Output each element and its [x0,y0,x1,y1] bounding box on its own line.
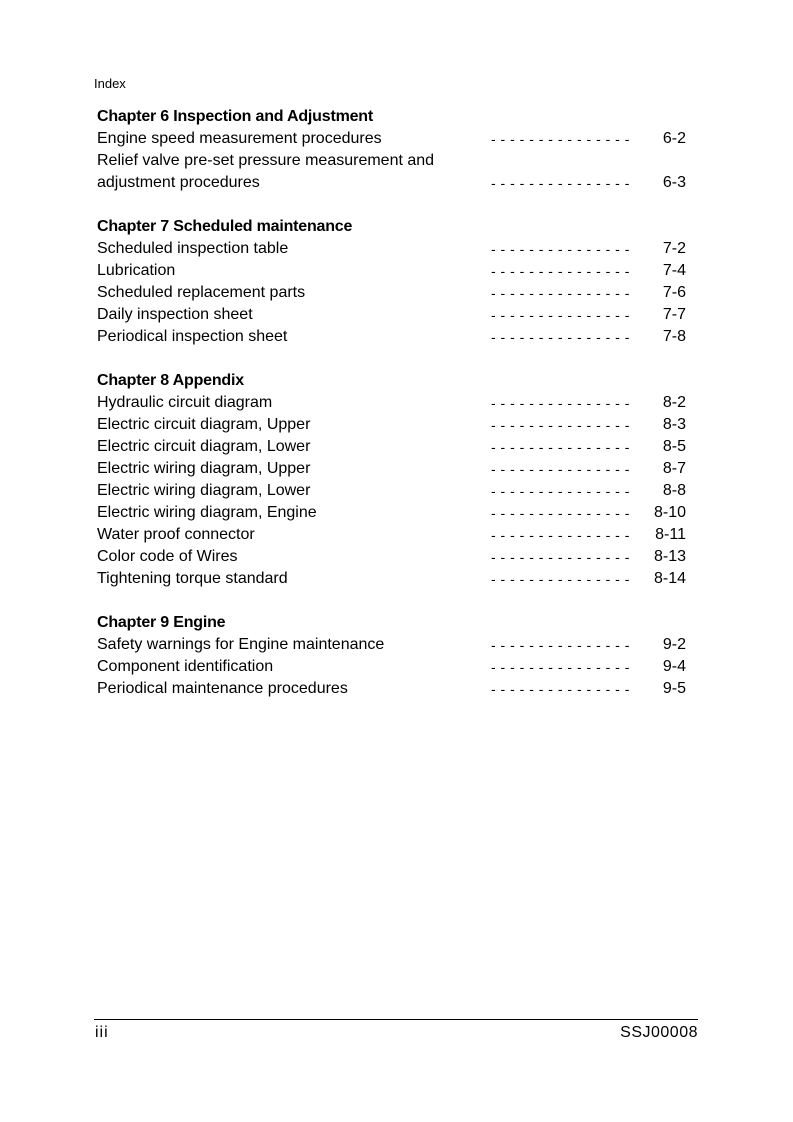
toc-entry[interactable] [97,656,697,678]
dot-leader: - - - - - - - - - - - - - - - [491,417,630,433]
toc-entry[interactable] [97,502,697,524]
toc-page-number: 8-2 [662,394,686,411]
toc-page-number: 8-5 [662,438,686,455]
toc-page-number: 8-10 [653,504,686,521]
toc-entry[interactable] [97,414,697,436]
toc-entry-title: Electric wiring diagram, Lower [97,482,311,499]
toc-entry[interactable] [97,436,697,458]
toc-page-number: 7-4 [662,262,686,279]
running-header: Index [94,76,126,91]
dot-leader: - - - - - - - - - - - - - - - [491,505,630,521]
chapter-title: Chapter 8 Appendix [97,372,244,389]
toc-entry-title: Hydraulic circuit diagram [97,394,273,411]
toc-entry-title: Periodical maintenance procedures [97,680,348,697]
toc-entry-title: Electric wiring diagram, Engine [97,504,317,521]
dot-leader: - - - - - - - - - - - - - - - [491,131,630,147]
dot-leader: - - - - - - - - - - - - - - - [491,175,630,191]
toc-entry[interactable] [97,546,697,568]
toc-entry[interactable] [97,392,697,414]
toc-entry[interactable] [97,480,697,502]
dot-leader: - - - - - - - - - - - - - - - [491,285,630,301]
toc-page-number: 6-2 [662,130,686,147]
toc-page-number: 9-2 [662,636,686,653]
dot-leader: - - - - - - - - - - - - - - - [491,461,630,477]
toc-entry[interactable] [97,678,697,700]
toc-entry-title: Water proof connector [97,526,255,543]
chapter-title: Chapter 9 Engine [97,614,226,631]
dot-leader: - - - - - - - - - - - - - - - [491,263,630,279]
toc-page-number: 8-3 [662,416,686,433]
dot-leader: - - - - - - - - - - - - - - - [491,329,630,345]
dot-leader: - - - - - - - - - - - - - - - [491,571,630,587]
toc-entry-title: Electric wiring diagram, Upper [97,460,311,477]
toc-chapter [97,612,697,700]
footer-page-number: iii [95,1024,109,1041]
toc-entry-title: Scheduled inspection table [97,240,289,257]
dot-leader: - - - - - - - - - - - - - - - [491,395,630,411]
dot-leader: - - - - - - - - - - - - - - - [491,307,630,323]
toc-entry-title: Electric circuit diagram, Lower [97,438,311,455]
toc-entry-title: Lubrication [97,262,176,279]
toc-page-number: 8-14 [653,570,686,587]
toc-entry-title: Daily inspection sheet [97,306,253,323]
toc-page-number: 9-4 [662,658,686,675]
chapter-title: Chapter 6 Inspection and Adjustment [97,108,373,125]
toc-page-number: 7-2 [662,240,686,257]
toc-entry-title: Relief valve pre-set pressure measurement and adjustment procedures [97,152,435,191]
toc-page-number: 9-5 [662,680,686,697]
dot-leader: - - - - - - - - - - - - - - - [491,483,630,499]
footer-doc-code: SSJ00008 [620,1024,698,1041]
toc-entry-title: Periodical inspection sheet [97,328,288,345]
toc-page-number: 7-7 [662,306,686,323]
toc-entry[interactable] [97,568,697,590]
toc-page-number: 8-7 [662,460,686,477]
toc-entry[interactable] [97,150,697,194]
toc-page-number: 7-8 [662,328,686,345]
dot-leader: - - - - - - - - - - - - - - - [491,527,630,543]
toc-page-number: 7-6 [662,284,686,301]
toc-chapter [97,370,697,590]
toc-chapter [97,216,697,348]
toc-entry[interactable] [97,128,697,150]
toc-entry-title: Color code of Wires [97,548,238,565]
dot-leader: - - - - - - - - - - - - - - - [491,659,630,675]
toc-page-number: 8-13 [653,548,686,565]
chapter-title: Chapter 7 Scheduled maintenance [97,218,353,235]
toc-entry-title: Scheduled replacement parts [97,284,306,301]
toc-entry[interactable] [97,524,697,546]
dot-leader: - - - - - - - - - - - - - - - [491,549,630,565]
toc-entry[interactable] [97,458,697,480]
dot-leader: - - - - - - - - - - - - - - - [491,439,630,455]
dot-leader: - - - - - - - - - - - - - - - [491,241,630,257]
toc-entry[interactable] [97,326,697,348]
toc-chapter [97,106,697,194]
toc-entry-title: Safety warnings for Engine maintenance [97,636,385,653]
toc-page-number: 6-3 [662,174,686,191]
toc-entry-title: Tightening torque standard [97,570,288,587]
toc-entry[interactable] [97,634,697,656]
toc-entry[interactable] [97,260,697,282]
toc-entry-title: Engine speed measurement procedures [97,130,382,147]
toc-entry[interactable] [97,282,697,304]
toc-page-number: 8-11 [655,526,686,543]
toc-entry-title: Electric circuit diagram, Upper [97,416,311,433]
toc-page-number: 8-8 [662,482,686,499]
toc-entry[interactable] [97,238,697,260]
toc-entry[interactable] [97,304,697,326]
toc-entry-title: Component identification [97,658,274,675]
dot-leader: - - - - - - - - - - - - - - - [491,637,630,653]
table-of-contents [97,106,697,722]
footer-rule [94,1019,698,1020]
dot-leader: - - - - - - - - - - - - - - - [491,681,630,697]
